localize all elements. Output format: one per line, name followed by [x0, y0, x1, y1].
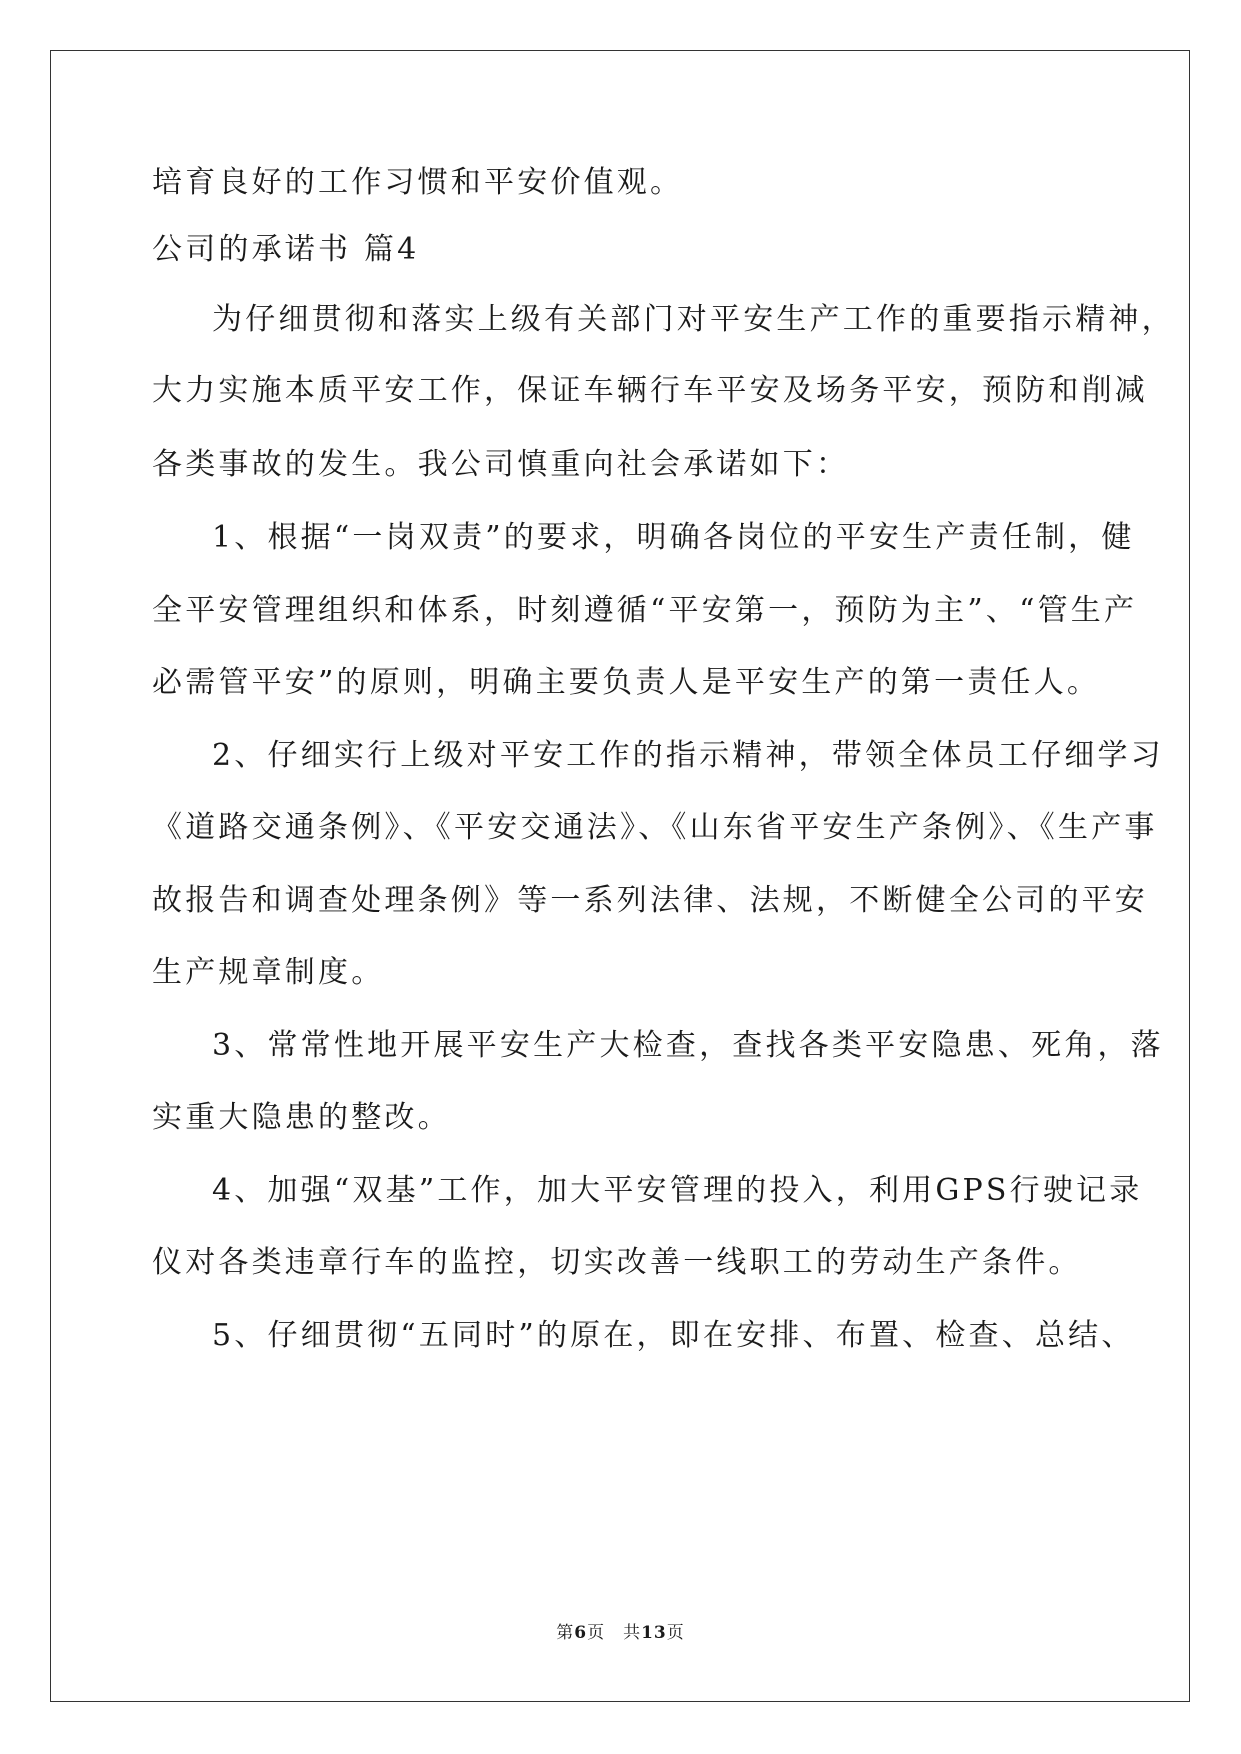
paragraph-line: 生产规章制度。 [152, 955, 385, 990]
paragraph-line: 全平安管理组织和体系，时刻遵循“平安第一，预防为主”、“管生产 [152, 593, 1138, 628]
footer-page-prefix: 第 [556, 1623, 575, 1643]
section-heading: 公司的承诺书 篇4 [152, 232, 420, 267]
text-line: 培育良好的工作习惯和平安价值观。 [152, 165, 684, 200]
paragraph-line: 必需管平安”的原则，明确主要负责人是平安生产的第一责任人。 [152, 665, 1101, 700]
footer-page-mid: 页 共 [587, 1623, 642, 1643]
footer-total-pages: 13 [641, 1623, 667, 1643]
paragraph-line: 仪对各类违章行车的监控，切实改善一线职工的劳动生产条件。 [152, 1245, 1082, 1280]
paragraph-line: 大力实施本质平安工作，保证车辆行车平安及场务平安，预防和削减 [152, 373, 1148, 408]
footer-page-number: 6 [574, 1623, 588, 1643]
paragraph-line: 故报告和调查处理条例》等一系列法律、法规，不断健全公司的平安 [152, 883, 1148, 918]
paragraph-line: 实重大隐患的整改。 [152, 1100, 451, 1135]
footer-page-suffix: 页 [666, 1623, 685, 1643]
paragraph-line: 为仔细贯彻和落实上级有关部门对平安生产工作的重要指示精神， [212, 302, 1175, 337]
page-footer [0, 1622, 1241, 1644]
page-border [50, 50, 1190, 1702]
paragraph-line: 2、仔细实行上级对平安工作的指示精神，带领全体员工仔细学习 [212, 738, 1164, 773]
paragraph-line: 《道路交通条例》、《平安交通法》、《山东省平安生产条例》、《生产事 [152, 810, 1158, 845]
paragraph-line: 4、加强“双基”工作，加大平安管理的投入，利用GPS行驶记录 [212, 1173, 1143, 1208]
paragraph-line: 1、根据“一岗双责”的要求，明确各岗位的平安生产责任制，健 [212, 520, 1135, 555]
paragraph-line: 5、仔细贯彻“五同时”的原在，即在安排、布置、检查、总结、 [212, 1318, 1135, 1353]
paragraph-line: 各类事故的发生。我公司慎重向社会承诺如下： [152, 447, 850, 482]
paragraph-line: 3、常常性地开展平安生产大检查，查找各类平安隐患、死角，落 [212, 1028, 1164, 1063]
